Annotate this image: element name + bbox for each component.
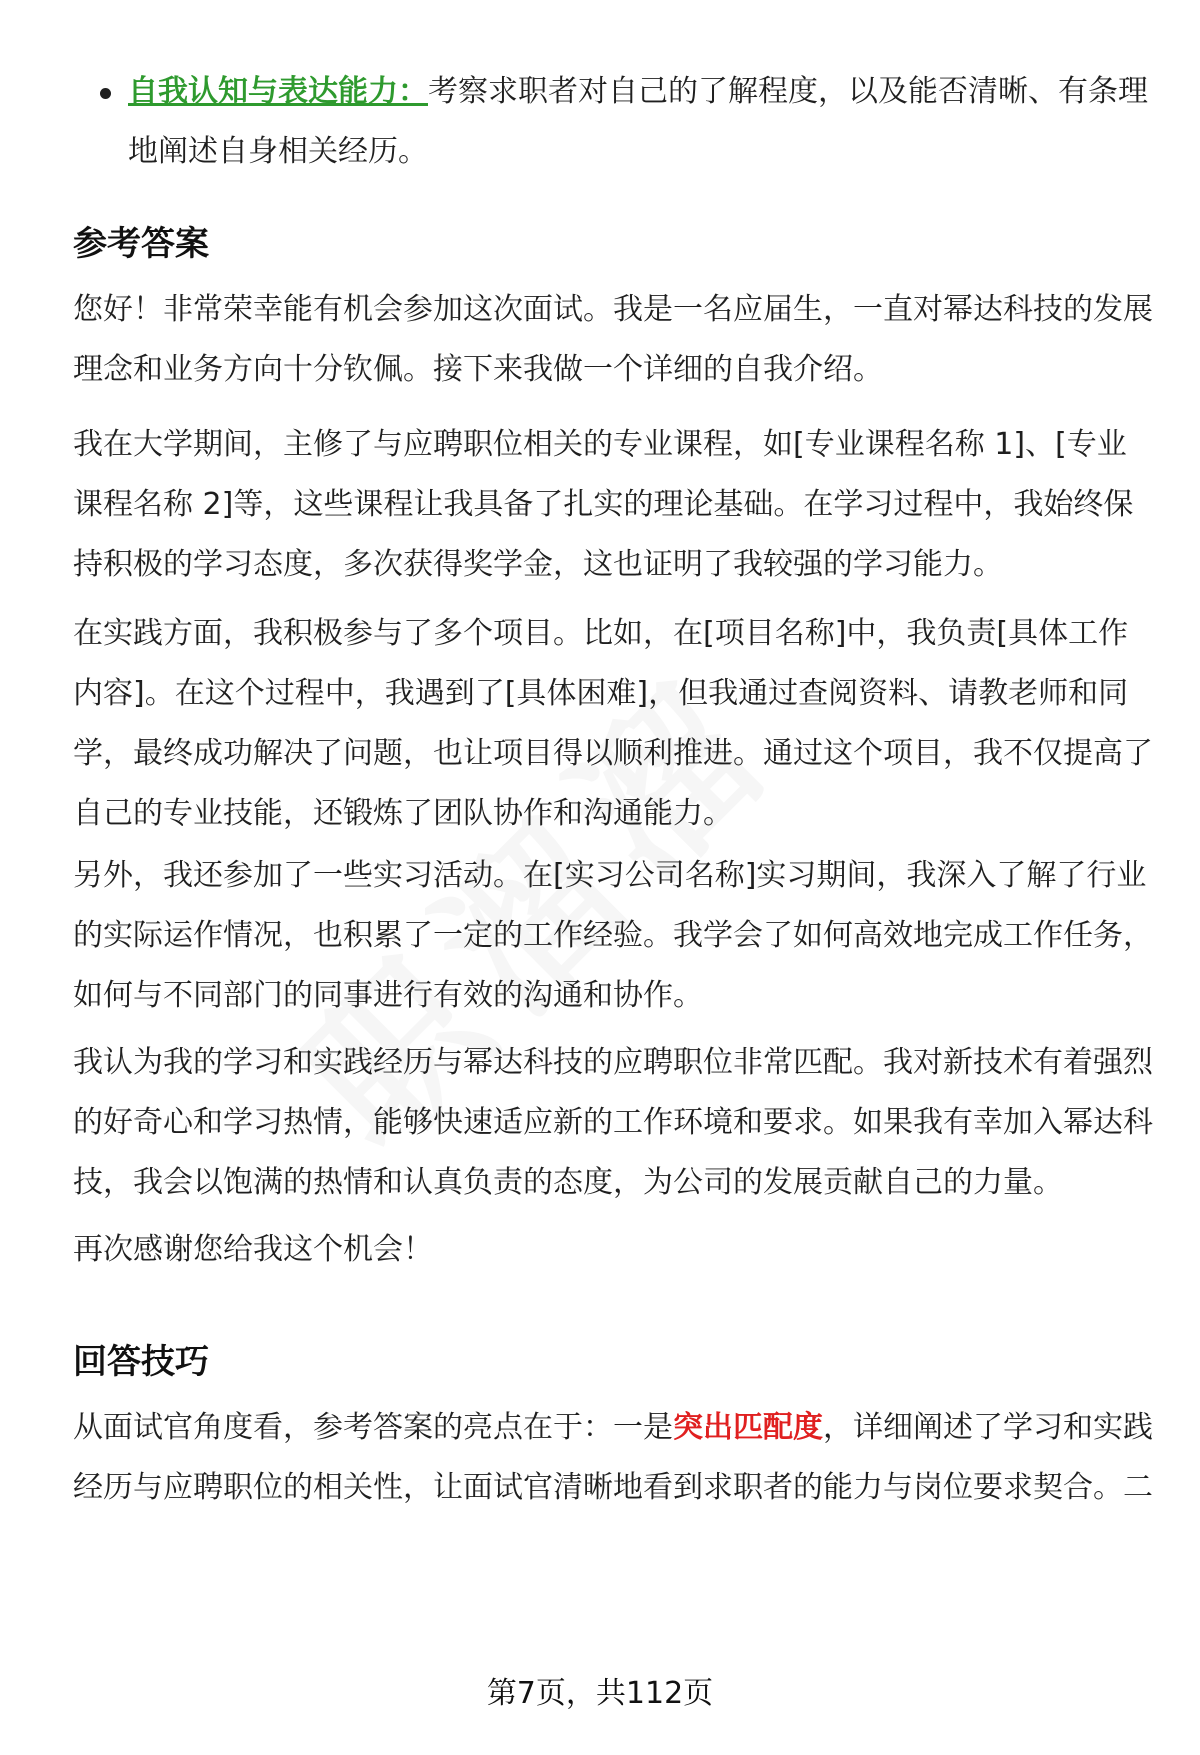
section-title-reference-answer: 参考答案 [73, 224, 209, 264]
paragraph-practice: 在实践方面，我积极参与了多个项目。比如，在[项目名称]中，我负责[具体工作内容]。在这个过程中，我遇到了[具体困难]，但我通过查阅资料、请教老师和同学，最终成功解决了问题，也让项目得以顺利推进。通过这个项目，我不仅提高了自己的专业技能，还锻炼了团队协作和沟通能力。 [73, 616, 1153, 831]
paragraph-internship: 另外，我还参加了一些实习活动。在[实习公司名称]实习期间，我深入了解了行业的实际运作情况，也积累了一定的工作经验。我学会了如何高效地完成工作任务，如何与不同部门的同事进行有效的沟通和协作。 [73, 858, 1153, 1013]
bullet-text: 考察求职者对自己的了解程度，以及能否清晰、有条理地阐述自身相关经历。 [128, 74, 1148, 169]
paragraph-tips [73, 1398, 1153, 1518]
paragraph-education: 我在大学期间，主修了与应聘职位相关的专业课程，如[专业课程名称 1]、[专业课程名称 2]等，这些课程让我具备了扎实的理论基础。在学习过程中，我始终保持积极的学习态度，多次获得奖学金，这也证明了我较强的学习能力。 [73, 427, 1134, 582]
tips-text-after: ，详细阐述了学习和实践经历与应聘职位的相关性，让面试官清晰地看到求职者的能力与岗位要求契合。二 [73, 1410, 1153, 1505]
bullet-item [128, 62, 1158, 182]
paragraph-thanks: 再次感谢您给我这个机会！ [73, 1232, 433, 1267]
paragraph-match: 我认为我的学习和实践经历与幂达科技的应聘职位非常匹配。我对新技术有着强烈的好奇心和学习热情，能够快速适应新的工作环境和要求。如果我有幸加入幂达科技，我会以饱满的热情和认真负责的态度，为公司的发展贡献自己的力量。 [73, 1045, 1153, 1200]
page-number: 第7页，共112页 [486, 1676, 714, 1711]
tips-highlight: 突出匹配度 [673, 1410, 823, 1445]
paragraph-greeting: 您好！非常荣幸能有机会参加这次面试。我是一名应届生，一直对幂达科技的发展理念和业务方向十分钦佩。接下来我做一个详细的自我介绍。 [73, 292, 1153, 387]
bullet-dot-icon [100, 88, 111, 99]
section-title-answer-tips: 回答技巧 [73, 1342, 209, 1382]
bullet-key-term: 自我认知与表达能力： [128, 74, 428, 109]
tips-text-before: 从面试官角度看，参考答案的亮点在于：一是 [73, 1410, 673, 1445]
